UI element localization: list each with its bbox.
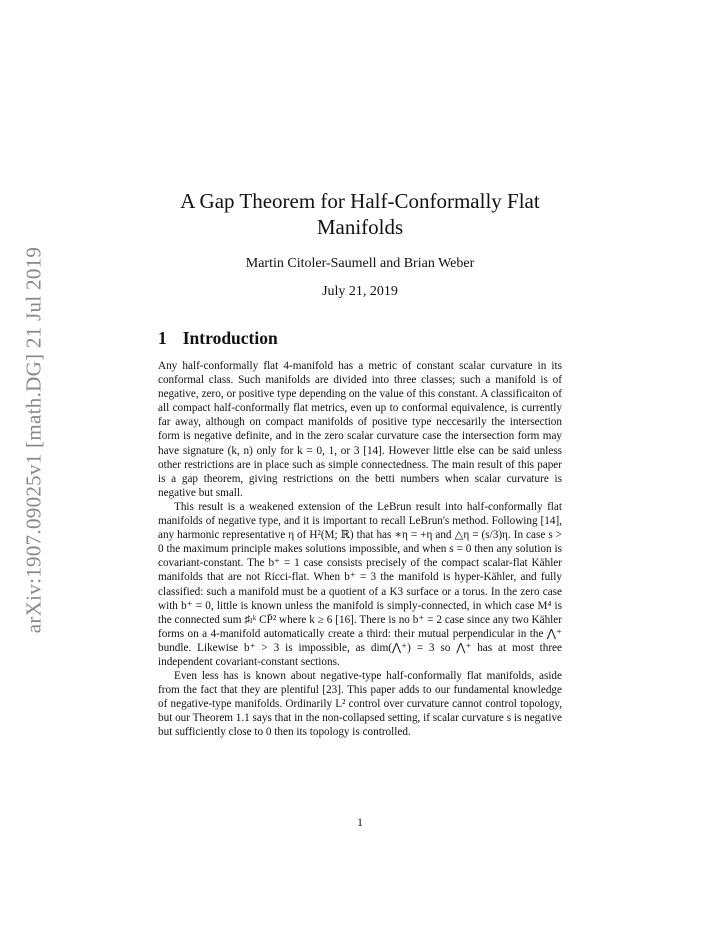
arxiv-identifier-stamp: arXiv:1907.09025v1 [math.DG] 21 Jul 2019 (21, 246, 46, 634)
section-heading (158, 328, 278, 349)
section-body (158, 359, 562, 740)
paper-title: A Gap Theorem for Half-Conformally Flat Manifolds (180, 189, 540, 239)
publication-date: July 21, 2019 (322, 284, 398, 299)
paragraph: This result is a weakened extension of the LeBrun result into half-conformally flat manifolds of negative type, and it is important to recall LeBrun's method. Following [14], any harmonic representative η of H²(M; ℝ) that has ∗η = +η and △η = (s/3)η. In case s > 0 the maximum principle makes solutions impossible, and when s = 0 then any solution is covariant-constant. The b⁺ = 1 case consists precisely of the compact scalar-flat Kähler manifolds that are not Ricci-flat. When b⁺ = 3 the manifold is hyper-Kähler, and fully classified: such a manifold must be a quotient of a K3 surface or a torus. In the zero case with b⁺ = 0, little is known unless the manifold is simply-connected, in which case M⁴ is the connected sum ♯ₗᵏ CP̄² where k ≥ 6 [16]. There is no b⁺ = 2 case since any two Kähler forms on a 4-manifold automatically create a third: their mutual perpendicular in the ⋀⁺ bundle. Likewise b⁺ > 3 is impossible, as dim(⋀⁺) = 3 so ⋀⁺ has at most three independent covariant-constant sections. (158, 500, 562, 668)
section-number: 1 (158, 328, 167, 348)
paragraph: Any half-conformally flat 4-manifold has a metric of constant scalar curvature in its conformal class. Such manifolds are divided into three classes; such a manifold is of negative, zero, or positive type depending on the value of this constant. A classificaiton of all compact half-conformally flat metrics, even up to conformal equivalence, is currently far away, although on compact manifolds of positive type neccesarily the intersection form is negative definite, and in the zero scalar curvature case the intersection form may have signature (k, n) only for k = 0, 1, or 3 [14]. However little else can be said unless other restrictions are in place such as simple connectedness. The main result of this paper is a gap theorem, giving restrictions on the betti numbers when scalar curvature is negative but small. (158, 360, 562, 499)
page-number: 1 (357, 817, 363, 829)
author-list: Martin Citoler-Saumell and Brian Weber (245, 256, 475, 271)
section-title: Introduction (182, 328, 278, 348)
paragraph: Even less has is known about negative-type half-conformally flat manifolds, aside from the fact that they are plentiful [23]. This paper adds to our fundamental knowledge of negative-type manifolds. Ordinarily L² control over curvature cannot control topology, but our Theorem 1.1 says that in the non-collapsed setting, if scalar curvature s is negative but sufficiently close to 0 then its topology is controlled. (158, 670, 562, 739)
